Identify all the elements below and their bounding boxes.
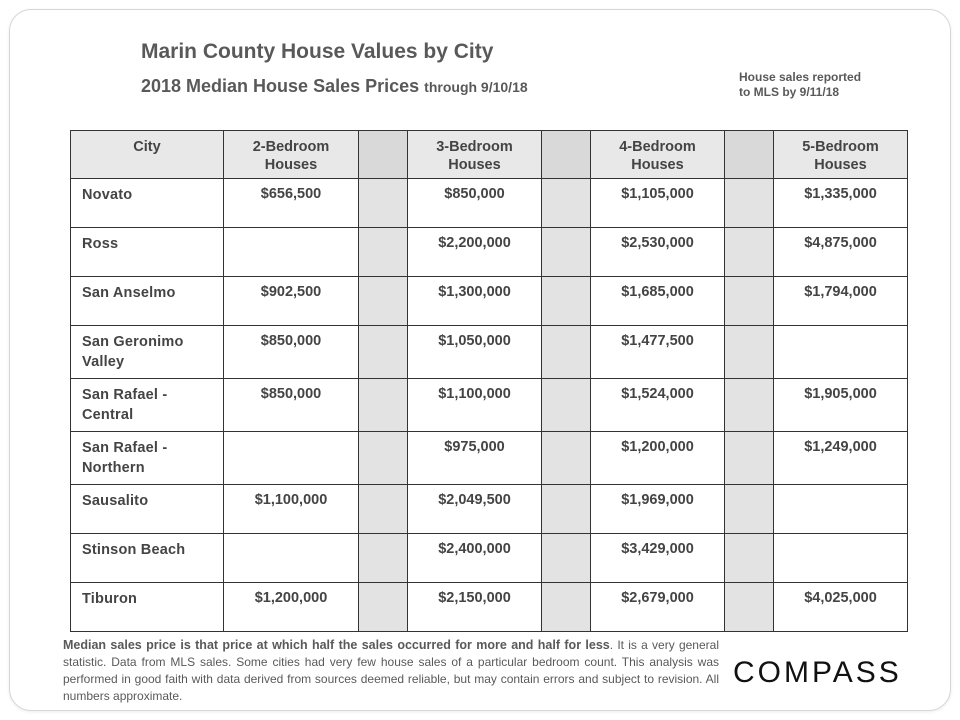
header-3-bedroom-line2: Houses (448, 157, 501, 173)
spacer-cell (359, 583, 408, 632)
price-value: $850,000 (444, 186, 505, 202)
city-name-line: San Rafael - (82, 440, 168, 456)
subtitle-main: 2018 Median House Sales Prices (141, 76, 420, 96)
price-value: $2,049,500 (438, 492, 511, 508)
subtitle-date: through 9/10/18 (424, 79, 528, 95)
spacer-cell (359, 277, 408, 326)
price-value: $1,050,000 (438, 333, 511, 349)
price-cell-2-bedroom (224, 432, 359, 485)
price-value (224, 534, 358, 541)
price-cell-3-bedroom (408, 485, 542, 534)
price-cell-4-bedroom (591, 432, 725, 485)
price-cell-2-bedroom (224, 534, 359, 583)
header-3-bedroom-line1: 3-Bedroom (436, 139, 513, 155)
price-value: $656,500 (260, 186, 322, 202)
price-value: $4,025,000 (804, 590, 877, 606)
table-row (71, 228, 908, 277)
price-cell-4-bedroom (591, 179, 725, 228)
city-name (82, 534, 223, 560)
price-value: $1,105,000 (621, 186, 694, 202)
report-note (739, 70, 909, 100)
price-cell-3-bedroom (408, 432, 542, 485)
price-value: $2,679,000 (621, 590, 694, 606)
price-value: $1,685,000 (621, 284, 694, 300)
spacer-cell (542, 534, 591, 583)
price-value: $1,905,000 (804, 386, 877, 402)
table-row (71, 432, 908, 485)
price-cell-4-bedroom (591, 485, 725, 534)
price-cell-2-bedroom (224, 485, 359, 534)
city-cell (71, 228, 224, 277)
price-cell-3-bedroom (408, 277, 542, 326)
spacer-cell (725, 326, 774, 379)
price-value: $4,875,000 (804, 235, 877, 251)
header-4-bedroom-line1: 4-Bedroom (619, 139, 696, 155)
price-value: $1,524,000 (621, 386, 694, 402)
city-name (82, 228, 223, 254)
price-cell-5-bedroom (774, 326, 908, 379)
city-name-line: Ross (82, 236, 119, 252)
spacer-cell (725, 485, 774, 534)
header-5-bedroom-line2: Houses (814, 157, 867, 173)
spacer-cell (725, 228, 774, 277)
price-value (774, 485, 907, 492)
city-name-line: Valley (82, 354, 125, 370)
spacer-cell (542, 583, 591, 632)
price-value (224, 432, 358, 439)
spacer-cell (725, 534, 774, 583)
spacer-cell (542, 228, 591, 277)
spacer-cell (359, 432, 408, 485)
price-cell-2-bedroom (224, 277, 359, 326)
city-name-line: Central (82, 407, 134, 423)
table-row (71, 534, 908, 583)
header-2-bedroom (224, 131, 359, 179)
footnote-body: . It is a very general statistic. Data from MLS sales. Some cities had very few house sales of a particular bedroom count. This analysis was performed in good faith with data derived from sources deemed reliable, but may contain errors and subject to revision. All numbers approximate. (63, 638, 719, 703)
price-value: $1,969,000 (621, 492, 694, 508)
header-3-bedroom (408, 131, 542, 179)
price-value (224, 228, 358, 235)
price-value: $902,500 (260, 284, 322, 300)
city-name-line: Stinson Beach (82, 542, 186, 558)
table-row (71, 485, 908, 534)
price-value: $2,200,000 (438, 235, 511, 251)
price-cell-2-bedroom (224, 583, 359, 632)
page-subtitle (141, 76, 528, 97)
city-cell (71, 379, 224, 432)
table-row (71, 179, 908, 228)
city-name-line: Tiburon (82, 591, 138, 607)
price-value: $975,000 (444, 439, 505, 455)
city-name (82, 179, 223, 205)
price-cell-5-bedroom (774, 277, 908, 326)
spacer-cell (359, 179, 408, 228)
spacer-cell (725, 379, 774, 432)
header-2-bedroom-line2: Houses (264, 157, 318, 173)
price-cell-3-bedroom (408, 534, 542, 583)
price-cell-2-bedroom (224, 379, 359, 432)
city-cell (71, 277, 224, 326)
price-value (774, 326, 907, 333)
price-value: $2,530,000 (621, 235, 694, 251)
price-cell-5-bedroom (774, 228, 908, 277)
report-note-line1: House sales reported (739, 70, 862, 84)
price-value: $1,300,000 (438, 284, 511, 300)
city-name-line: San Rafael - (82, 387, 168, 403)
price-cell-4-bedroom (591, 379, 725, 432)
price-cell-3-bedroom (408, 326, 542, 379)
spacer-column (725, 131, 774, 179)
price-cell-5-bedroom (774, 534, 908, 583)
city-name-line: San Anselmo (82, 285, 176, 301)
spacer-cell (359, 379, 408, 432)
header-5-bedroom-line1: 5-Bedroom (802, 139, 879, 155)
price-value: $1,200,000 (254, 590, 328, 606)
price-value: $2,400,000 (438, 541, 511, 557)
header-4-bedroom (591, 131, 725, 179)
spacer-cell (359, 534, 408, 583)
table-row (71, 277, 908, 326)
table-body (71, 179, 908, 632)
price-cell-5-bedroom (774, 179, 908, 228)
city-name-line: Novato (82, 187, 133, 203)
price-cell-3-bedroom (408, 379, 542, 432)
header-2-bedroom-line1: 2-Bedroom (252, 139, 330, 155)
price-cell-5-bedroom (774, 379, 908, 432)
spacer-cell (359, 485, 408, 534)
price-value: $1,335,000 (804, 186, 877, 202)
price-value: $2,150,000 (438, 590, 511, 606)
city-name (82, 432, 223, 478)
city-cell (71, 534, 224, 583)
city-name (82, 583, 223, 609)
price-cell-5-bedroom (774, 583, 908, 632)
price-cell-4-bedroom (591, 228, 725, 277)
table-header-row (71, 131, 908, 179)
city-name-line: San Geronimo (82, 334, 184, 350)
price-value: $1,794,000 (804, 284, 877, 300)
city-name (82, 485, 223, 511)
footnote-lead: Median sales price is that price at which half the sales occurred for more and half for less (63, 638, 610, 652)
price-cell-4-bedroom (591, 326, 725, 379)
price-value: $1,200,000 (621, 439, 694, 455)
price-cell-4-bedroom (591, 583, 725, 632)
spacer-cell (725, 277, 774, 326)
price-value: $1,477,500 (621, 333, 694, 349)
table-row (71, 326, 908, 379)
spacer-cell (542, 379, 591, 432)
page-title: Marin County House Values by City (141, 40, 494, 63)
price-cell-2-bedroom (224, 228, 359, 277)
footnote (63, 637, 719, 705)
table-row (71, 379, 908, 432)
header-5-bedroom (774, 131, 908, 179)
spacer-cell (542, 277, 591, 326)
price-cell-2-bedroom (224, 179, 359, 228)
spacer-cell (542, 432, 591, 485)
spacer-cell (542, 326, 591, 379)
city-name (82, 277, 223, 303)
price-cell-5-bedroom (774, 485, 908, 534)
price-value: $1,249,000 (804, 439, 877, 455)
price-cell-2-bedroom (224, 326, 359, 379)
price-value: $850,000 (260, 386, 322, 402)
spacer-cell (359, 228, 408, 277)
spacer-cell (542, 485, 591, 534)
price-value: $850,000 (260, 333, 322, 349)
city-cell (71, 583, 224, 632)
header-4-bedroom-line2: Houses (631, 157, 684, 173)
city-name (82, 379, 223, 425)
spacer-cell (725, 179, 774, 228)
report-note-line2: to MLS by 9/11/18 (739, 85, 840, 99)
city-cell (71, 432, 224, 485)
city-cell (71, 179, 224, 228)
price-value: $1,100,000 (438, 386, 511, 402)
price-cell-4-bedroom (591, 534, 725, 583)
price-cell-3-bedroom (408, 228, 542, 277)
compass-logo: COMPASS (733, 656, 902, 689)
price-cell-3-bedroom (408, 583, 542, 632)
price-value: $3,429,000 (621, 541, 694, 557)
price-value (774, 534, 907, 541)
city-cell (71, 485, 224, 534)
city-name (82, 326, 223, 372)
spacer-column (359, 131, 408, 179)
city-cell (71, 326, 224, 379)
price-cell-5-bedroom (774, 432, 908, 485)
table-row (71, 583, 908, 632)
spacer-cell (542, 179, 591, 228)
spacer-column (542, 131, 591, 179)
spacer-cell (359, 326, 408, 379)
spacer-cell (725, 432, 774, 485)
price-cell-4-bedroom (591, 277, 725, 326)
price-value: $1,100,000 (254, 492, 328, 508)
spacer-cell (725, 583, 774, 632)
city-name-line: Sausalito (82, 493, 149, 509)
city-name-line: Northern (82, 460, 145, 476)
header-city: City (71, 131, 224, 179)
price-cell-3-bedroom (408, 179, 542, 228)
price-table (70, 130, 908, 632)
